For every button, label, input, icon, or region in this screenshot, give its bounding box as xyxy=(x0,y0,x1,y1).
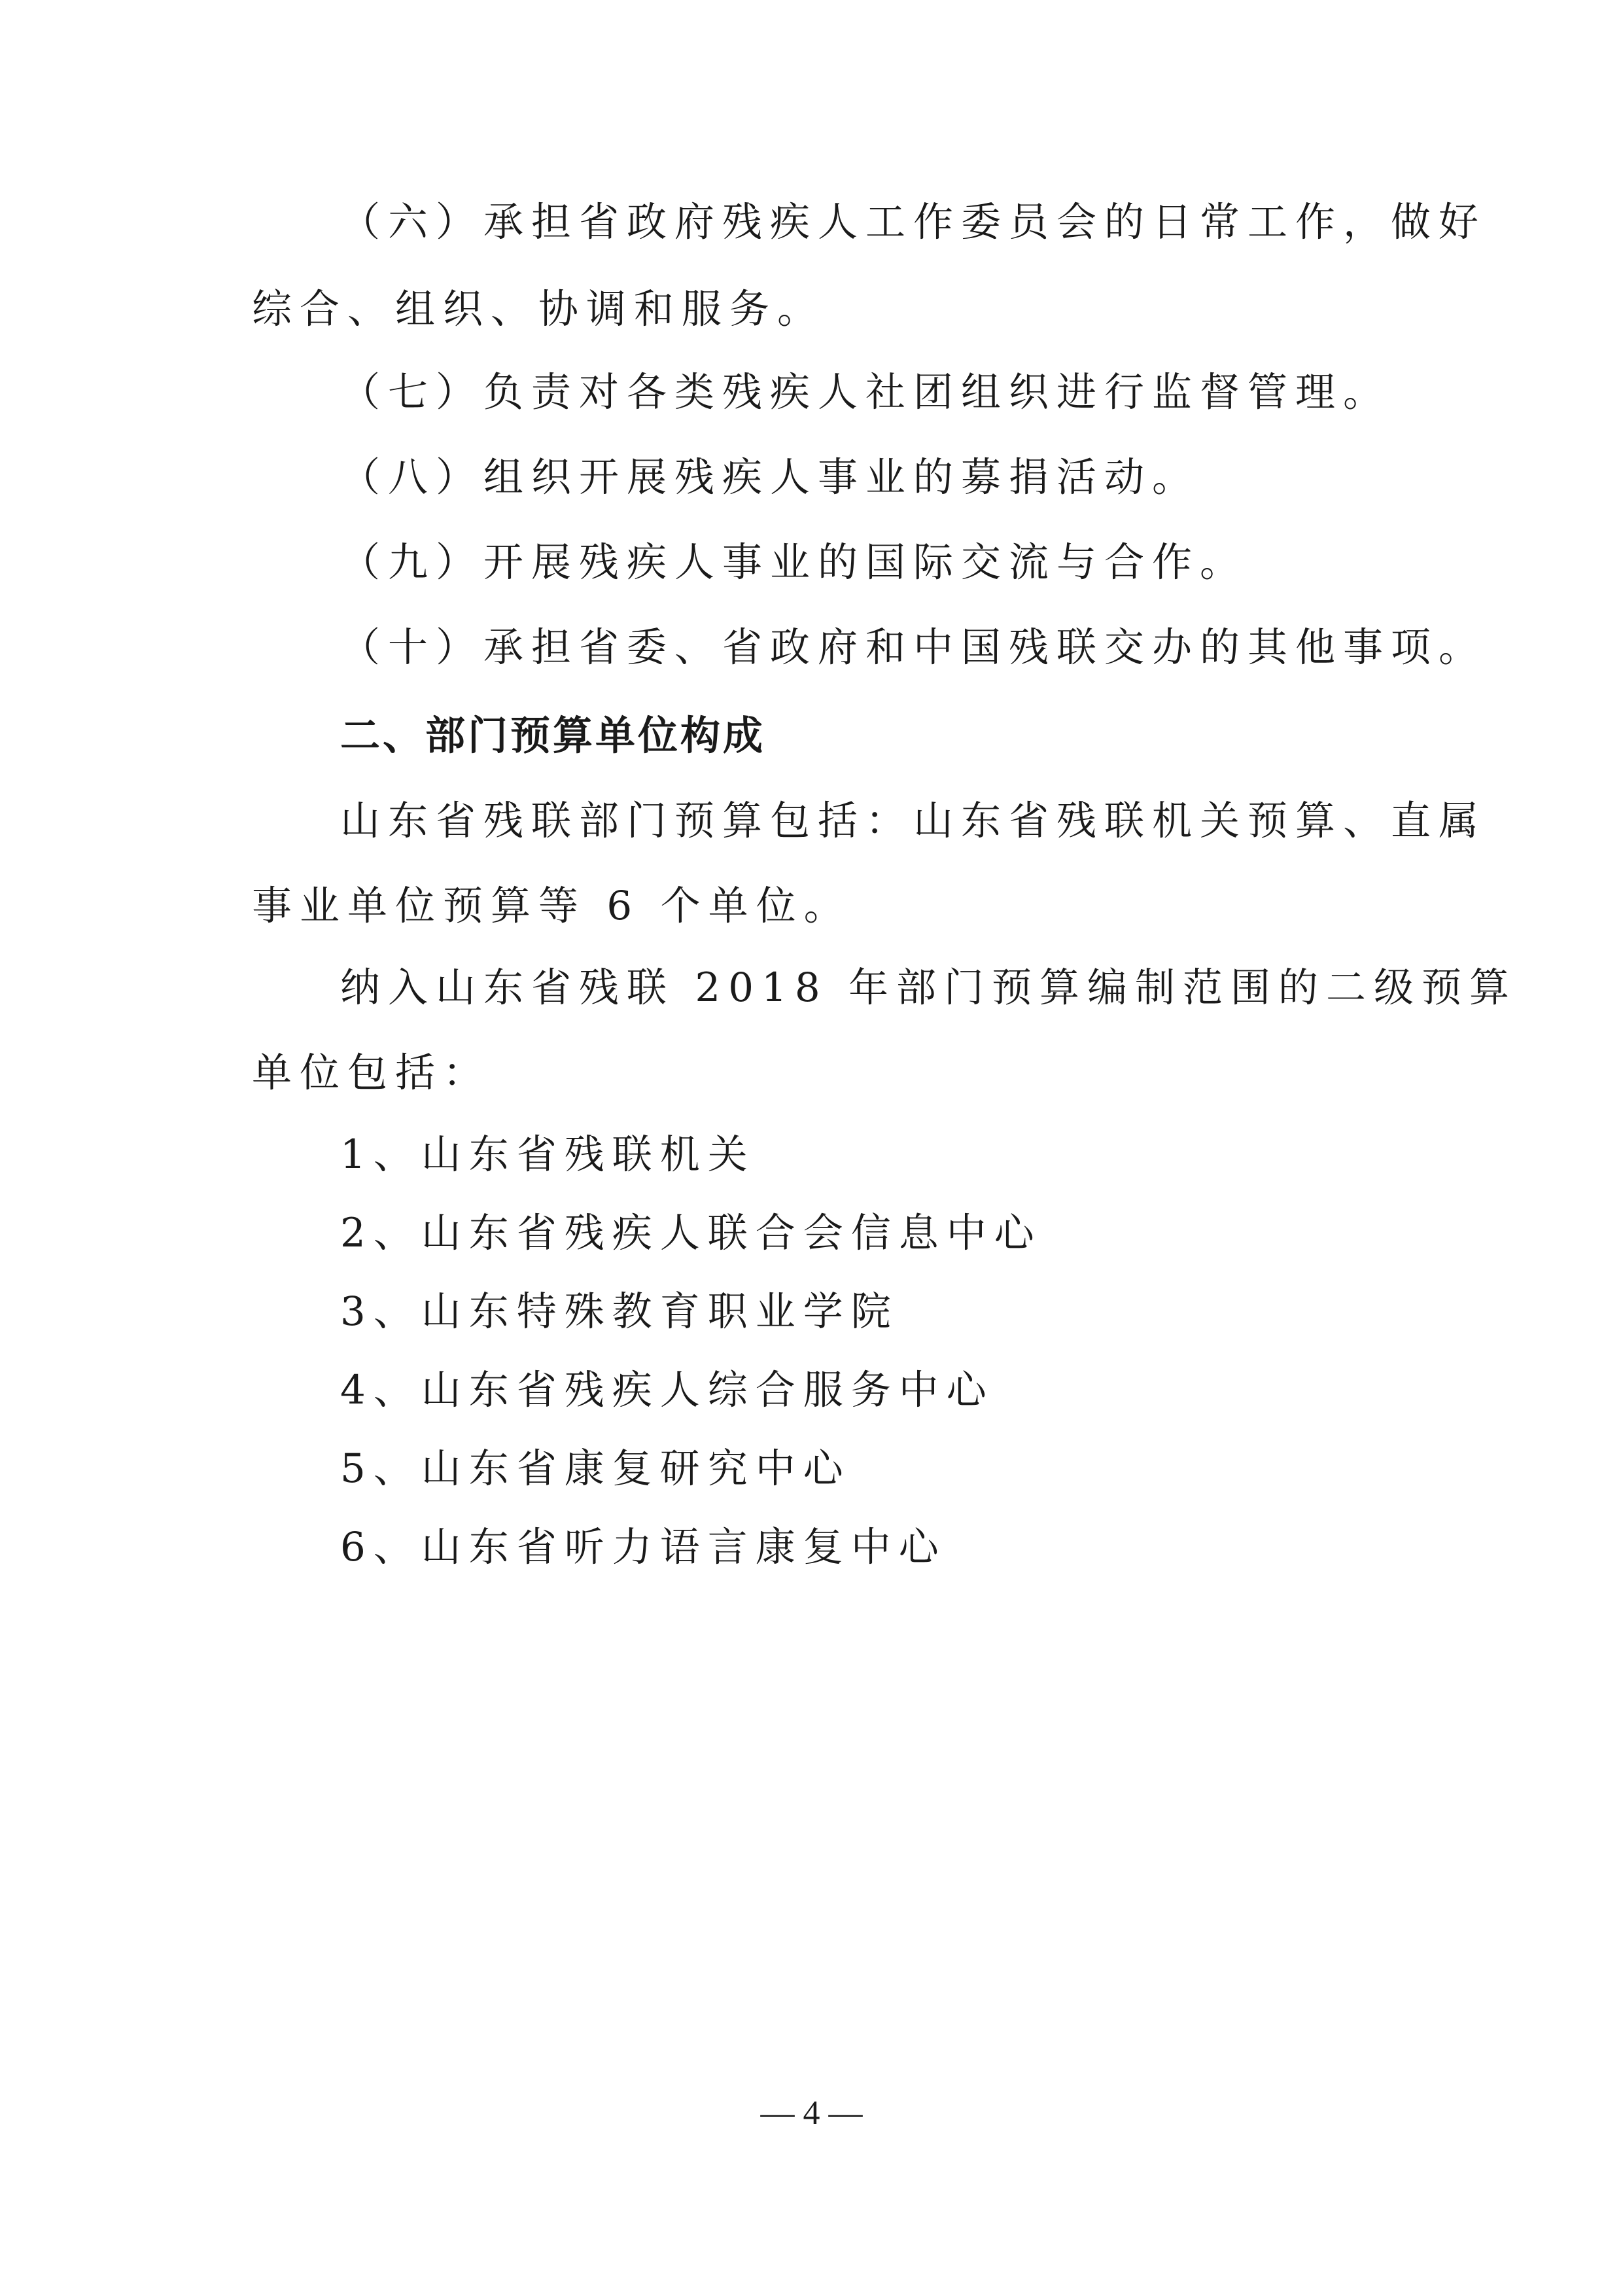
unit-item-3: 3、山东特殊教育职业学院 xyxy=(340,1288,899,1335)
paragraph-6-line-2: 综合、组织、协调和服务。 xyxy=(252,286,826,332)
unit-item-5: 5、山东省康复研究中心 xyxy=(340,1445,851,1492)
paragraph-6-line-1: （六）承担省政府残疾人工作委员会的日常工作，做好 xyxy=(340,199,1487,245)
paragraph-7: （七）负责对各类残疾人社团组织进行监督管理。 xyxy=(340,369,1391,415)
budget-intro-line-2: 事业单位预算等 6 个单位。 xyxy=(252,883,852,929)
paragraph-9: （九）开展残疾人事业的国际交流与合作。 xyxy=(340,539,1248,586)
section-heading: 二、部门预算单位构成 xyxy=(340,713,766,759)
scope-intro-line-2: 单位包括： xyxy=(252,1050,491,1096)
unit-item-6: 6、山东省听力语言康复中心 xyxy=(340,1524,947,1570)
scope-intro-line-1: 纳入山东省残联 2018 年部门预算编制范围的二级预算 xyxy=(340,964,1518,1011)
budget-intro-line-1: 山东省残联部门预算包括：山东省残联机关预算、直属 xyxy=(340,798,1487,844)
paragraph-10: （十）承担省委、省政府和中国残联交办的其他事项。 xyxy=(340,624,1487,671)
unit-item-1: 1、山东省残联机关 xyxy=(340,1131,756,1178)
unit-item-2: 2、山东省残疾人联合会信息中心 xyxy=(340,1210,1042,1256)
page-number: — 4 — xyxy=(760,2094,863,2132)
unit-item-4: 4、山东省残疾人综合服务中心 xyxy=(340,1367,994,1413)
paragraph-8: （八）组织开展残疾人事业的募捐活动。 xyxy=(340,454,1200,501)
